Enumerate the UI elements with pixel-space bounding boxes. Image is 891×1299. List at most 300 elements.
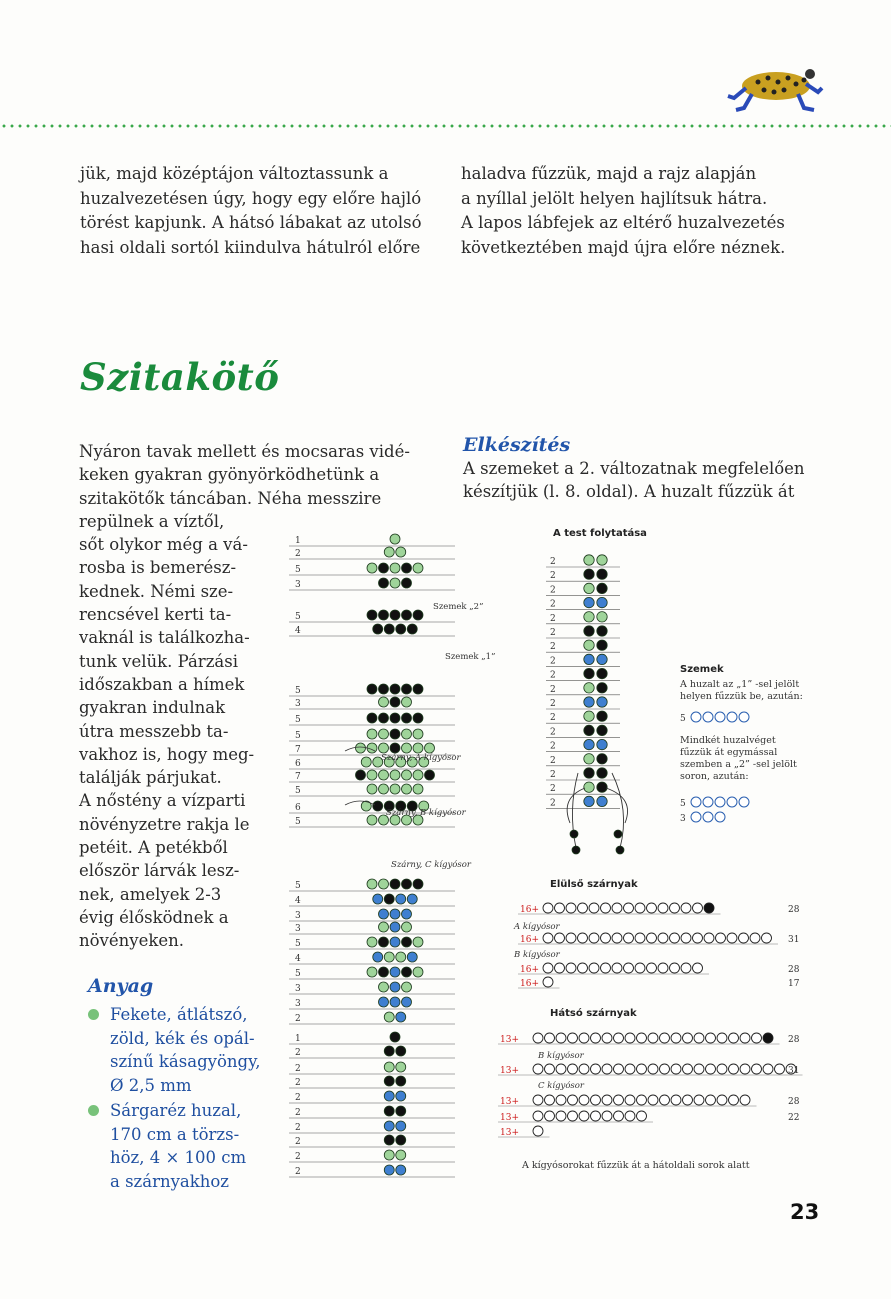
bead [555, 933, 565, 943]
row-count-label: 1 [295, 536, 301, 546]
text-line: vaknál is találkozha- [79, 628, 250, 648]
bead [739, 797, 749, 807]
text-line: höz, 4 × 100 cm [110, 1148, 247, 1167]
row-count-label: 2 [550, 713, 556, 724]
intro-left [80, 162, 422, 260]
bead [390, 713, 400, 723]
bead [591, 1095, 601, 1105]
row-count-label: 5 [295, 731, 301, 741]
bead-count: 17 [788, 979, 800, 989]
row-count-label: 2 [295, 1137, 301, 1147]
bead [425, 770, 435, 780]
bead [568, 1064, 578, 1074]
bead [579, 1064, 589, 1074]
bead [752, 1064, 762, 1074]
bead [715, 797, 725, 807]
row-count-label: 2 [295, 1167, 301, 1177]
page-number: 23 [790, 1200, 820, 1224]
page-title: Szitakötő [80, 355, 280, 399]
eyes-1-label: Szemek „1” [445, 652, 496, 662]
bead [390, 729, 400, 739]
row-count-label: 2 [550, 784, 556, 795]
bead [402, 909, 412, 919]
bead [402, 610, 412, 620]
row-count-label: 5 [295, 817, 301, 827]
text-line: Fekete, átlátszó, [110, 1005, 248, 1024]
row-count-label: 2 [550, 798, 556, 809]
bead [597, 640, 607, 650]
bead [379, 937, 389, 947]
bead [367, 729, 377, 739]
bead-count: 31 [788, 935, 800, 945]
bead [597, 768, 607, 778]
bead [660, 1064, 670, 1074]
bead [384, 1121, 394, 1131]
snake-row-label: C kígyósor [538, 1081, 584, 1091]
bead [533, 1111, 543, 1121]
bead [390, 578, 400, 588]
bead [763, 1033, 773, 1043]
bead [715, 712, 725, 722]
bead [566, 903, 576, 913]
bead [413, 729, 423, 739]
bead [579, 1033, 589, 1043]
text-line: Mindkét huzalvéget [680, 735, 776, 746]
bead [570, 830, 578, 838]
bead [597, 754, 607, 764]
row-count-label: 5 [295, 969, 301, 979]
bead [379, 879, 389, 889]
bead [591, 1033, 601, 1043]
bead [379, 684, 389, 694]
bead [390, 563, 400, 573]
bead [706, 1033, 716, 1043]
bead-count: 31 [788, 1066, 800, 1076]
wing-a-label: Szárny, A kígyósor [381, 753, 461, 763]
bead [670, 933, 680, 943]
bead [612, 963, 622, 973]
row-mark: 16+ [520, 979, 539, 989]
bead [379, 770, 389, 780]
eyes-label: Szemek [680, 664, 724, 675]
bead [367, 879, 377, 889]
row-count-label: 2 [550, 770, 556, 780]
row-count-label: 6 [295, 803, 301, 813]
bead [584, 796, 594, 806]
eyes-bead-rows [678, 707, 778, 827]
bead [648, 1095, 658, 1105]
bead [597, 612, 607, 622]
bead [635, 933, 645, 943]
bead [729, 1064, 739, 1074]
bead [396, 1121, 406, 1131]
front-wings-title: Elülső szárnyak [550, 879, 638, 890]
text-line: tunk velük. Párzási [79, 651, 238, 671]
bead [543, 963, 553, 973]
bead [533, 1126, 543, 1136]
bead [384, 1076, 394, 1086]
bead [379, 784, 389, 794]
bead [572, 846, 580, 854]
bead [597, 739, 607, 749]
bead [584, 739, 594, 749]
bead [407, 952, 417, 962]
bead [612, 933, 622, 943]
bead [568, 1033, 578, 1043]
row-mark: 13+ [500, 1097, 519, 1107]
bead [402, 784, 412, 794]
bead [703, 812, 713, 822]
bead [612, 903, 622, 913]
bead [637, 1033, 647, 1043]
bead [589, 903, 599, 913]
prep-text [463, 457, 805, 503]
bead [584, 555, 594, 565]
back-wings-title: Hátsó szárnyak [550, 1008, 637, 1019]
bead [671, 1033, 681, 1043]
bead [402, 563, 412, 573]
bead [402, 729, 412, 739]
bead [396, 624, 406, 634]
bead [396, 1135, 406, 1145]
text-line: nek, amelyek 2-3 [79, 884, 222, 904]
text-line: jük, majd középtájon változtassunk a [80, 164, 389, 183]
text-line: A lapos lábfejek az eltérő huzalvezetés [461, 213, 785, 232]
bead [379, 713, 389, 723]
bead [402, 770, 412, 780]
bead [591, 1111, 601, 1121]
bead [683, 1095, 693, 1105]
row-count-label: 5 [295, 881, 301, 891]
bead [591, 1064, 601, 1074]
bead [533, 1095, 543, 1105]
bead [706, 1064, 716, 1074]
bead [379, 578, 389, 588]
bead [413, 784, 423, 794]
bead [413, 743, 423, 753]
bead [635, 903, 645, 913]
bead [384, 952, 394, 962]
row-count-label: 2 [550, 642, 556, 653]
bead [670, 903, 680, 913]
bead [729, 1033, 739, 1043]
text-line: először lárvák lesz- [79, 861, 240, 881]
front-wing-diagram [490, 893, 810, 993]
bead [390, 770, 400, 780]
bead [384, 1106, 394, 1116]
row-count-label: 5 [295, 612, 301, 622]
bead [407, 894, 417, 904]
bead [597, 654, 607, 664]
bead [715, 812, 725, 822]
row-mark: 13+ [500, 1128, 519, 1138]
materials-heading: Anyag [88, 975, 154, 997]
bead [597, 626, 607, 636]
bead [396, 1091, 406, 1101]
bead [602, 1095, 612, 1105]
bead [578, 903, 588, 913]
bead [693, 903, 703, 913]
bead [584, 725, 594, 735]
text-line: a nyíllal jelölt helyen hajlítsuk hátra. [461, 188, 768, 208]
bead [614, 1064, 624, 1074]
bead [703, 712, 713, 722]
bead [384, 1046, 394, 1056]
bead [589, 933, 599, 943]
text-line: zöld, kék és opál- [110, 1028, 255, 1048]
bead [637, 1095, 647, 1105]
bead [402, 684, 412, 694]
bead [543, 977, 553, 987]
bead [614, 1095, 624, 1105]
bead [367, 610, 377, 620]
bead [384, 624, 394, 634]
text-line: petéit. A petékből [79, 838, 228, 858]
bead [625, 1111, 635, 1121]
row-count-label: 3 [295, 580, 301, 590]
row-count-label: 2 [295, 1048, 301, 1058]
snake-row-label: A kígyósor [514, 922, 560, 932]
text-line: A huzalt az „1” -sel jelölt [680, 679, 800, 690]
text-line: fűzzük át egymással [680, 747, 778, 758]
text-line: szemben a „2” -sel jelölt [680, 759, 797, 770]
bead [601, 963, 611, 973]
bullet-icon [88, 1105, 99, 1116]
wing-c-label: Szárny, C kígyósor [391, 860, 471, 870]
bead [597, 697, 607, 707]
bead [740, 1064, 750, 1074]
text-line: útra messzebb ta- [79, 721, 229, 741]
bead [602, 1033, 612, 1043]
row-count-label: 3 [295, 911, 301, 921]
bead [683, 1064, 693, 1074]
row-count-label: 4 [295, 896, 301, 906]
back-wing-diagram [490, 1023, 810, 1143]
bead [396, 1076, 406, 1086]
row-count-label: 1 [295, 1034, 301, 1044]
text-line: időszakban a hímek [79, 674, 245, 694]
bead [624, 903, 634, 913]
bead [379, 610, 389, 620]
bead [543, 903, 553, 913]
bead [545, 1064, 555, 1074]
bead [533, 1033, 543, 1043]
bead [647, 903, 657, 913]
bead [384, 547, 394, 557]
bead [658, 903, 668, 913]
text-line: Sárgaréz huzal, [110, 1101, 242, 1120]
bead [739, 933, 749, 943]
text-line: törést kapjunk. A hátsó lábakat az utolsó [80, 213, 422, 232]
text-line: szitakötők táncában. Néha messzire [79, 488, 382, 508]
row-count-label: 5 [295, 786, 301, 796]
bead [625, 1033, 635, 1043]
row-count-label: 2 [550, 557, 556, 567]
eyes-2-label: Szemek „2” [433, 602, 484, 612]
wing-b-label: Szárny, B kígyósor [386, 808, 466, 818]
row-count-label: 2 [295, 1014, 301, 1024]
row-count-label: 4 [295, 626, 301, 636]
bead [584, 640, 594, 650]
bead [413, 610, 423, 620]
row-count-label: 2 [295, 1093, 301, 1103]
text-line: növényzetre rakja le [79, 814, 250, 834]
bead [379, 922, 389, 932]
bead [597, 725, 607, 735]
bead [601, 903, 611, 913]
body-bead-diagram [285, 525, 496, 1185]
bead [694, 1033, 704, 1043]
bead [379, 909, 389, 919]
row-count-label: 2 [295, 1064, 301, 1074]
bead [413, 684, 423, 694]
bead [740, 1033, 750, 1043]
bead [706, 1095, 716, 1105]
bead [533, 1064, 543, 1074]
bead [390, 684, 400, 694]
bead [681, 903, 691, 913]
row-count-label: 2 [550, 613, 556, 624]
bead [556, 1111, 566, 1121]
bead [396, 1062, 406, 1072]
bead [727, 933, 737, 943]
bead [727, 797, 737, 807]
bead [584, 597, 594, 607]
row-count-label: 2 [550, 585, 556, 596]
bead [717, 1095, 727, 1105]
bead [367, 815, 377, 825]
text-line: soron, azután: [680, 771, 749, 782]
bead [579, 1111, 589, 1121]
text-line: helyen fűzzük be, azután: [680, 691, 803, 702]
bead [597, 583, 607, 593]
bead [545, 1033, 555, 1043]
text-line: hasi oldali sortól kiindulva hátulról előre [80, 237, 421, 257]
bead [647, 933, 657, 943]
bead [413, 937, 423, 947]
bead [584, 612, 594, 622]
bead [637, 1111, 647, 1121]
bead [390, 610, 400, 620]
bead [413, 879, 423, 889]
row-count-label: 5 [295, 939, 301, 949]
row-mark: 13+ [500, 1113, 519, 1123]
bead [704, 903, 714, 913]
bead [568, 1111, 578, 1121]
bead [648, 1064, 658, 1074]
bead [545, 1111, 555, 1121]
row-mark: 16+ [520, 965, 539, 975]
bead [402, 743, 412, 753]
text-line: 170 cm a törzs- [110, 1124, 240, 1144]
bead [584, 782, 594, 792]
bead-count: 22 [788, 1113, 800, 1123]
bead [691, 812, 701, 822]
bead [739, 712, 749, 722]
row-count-label: 3 [680, 814, 686, 824]
bead [637, 1064, 647, 1074]
bead [614, 1111, 624, 1121]
row-count-label: 3 [295, 924, 301, 934]
bead [379, 729, 389, 739]
bead [584, 697, 594, 707]
bead [373, 801, 383, 811]
text-line: gyakran indulnak [79, 698, 226, 718]
bead [681, 933, 691, 943]
text-line: színű kásagyöngy, [110, 1052, 261, 1071]
row-count-label: 2 [295, 1078, 301, 1088]
bead [584, 569, 594, 579]
text-line: rencsével kerti ta- [79, 605, 232, 625]
bead [670, 963, 680, 973]
bead [407, 624, 417, 634]
text-line: haladva fűzzük, majd a rajz alapján [461, 164, 757, 183]
frog-bead-icon [724, 62, 824, 114]
bead-count: 28 [788, 965, 800, 975]
bead [584, 754, 594, 764]
bead [384, 1165, 394, 1175]
bead [597, 668, 607, 678]
bead [402, 713, 412, 723]
bead [390, 909, 400, 919]
bead [373, 952, 383, 962]
bead [384, 894, 394, 904]
bead [647, 963, 657, 973]
bead [624, 963, 634, 973]
body-continuation-title: A test folytatása [553, 528, 647, 539]
bead [556, 1064, 566, 1074]
bead [402, 997, 412, 1007]
row-count-label: 5 [295, 565, 301, 575]
row-count-label: 6 [295, 759, 301, 769]
bead [390, 997, 400, 1007]
row-count-label: 5 [680, 714, 686, 724]
bead [543, 933, 553, 943]
bead [740, 1095, 750, 1105]
bead [373, 624, 383, 634]
bead-count: 28 [788, 905, 800, 915]
bead [396, 1046, 406, 1056]
bead [584, 654, 594, 664]
bead [402, 697, 412, 707]
bead [413, 713, 423, 723]
bead [584, 668, 594, 678]
bead [716, 933, 726, 943]
bead [597, 683, 607, 693]
bead [396, 1165, 406, 1175]
bead [390, 784, 400, 794]
bead [413, 563, 423, 573]
bead [396, 1012, 406, 1022]
bead [566, 963, 576, 973]
bead [356, 743, 366, 753]
text-line: keken gyakran gyönyörködhetünk a [79, 465, 380, 485]
text-line: találják párjukat. [79, 768, 222, 788]
bead [694, 1064, 704, 1074]
text-line: készítjük (l. 8. oldal). A huzalt fűzzük át [463, 482, 795, 501]
text-line: vakhoz is, hogy meg- [79, 744, 255, 764]
bead [396, 1150, 406, 1160]
bead [597, 796, 607, 806]
row-count-label: 2 [550, 628, 556, 638]
bead [584, 683, 594, 693]
bead [367, 784, 377, 794]
tail-bead-diagram [540, 548, 650, 863]
bead [703, 797, 713, 807]
bead [671, 1095, 681, 1105]
bead [601, 933, 611, 943]
row-count-label: 2 [550, 741, 556, 752]
